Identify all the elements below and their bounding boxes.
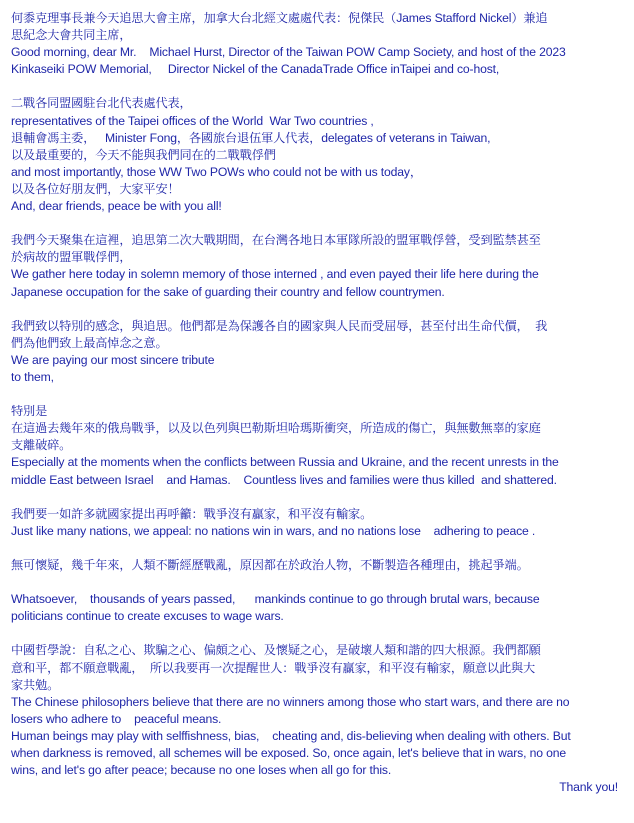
text-line: when darkness is removed, all schemes will be exposed. So, once again, let's believe that in wars, no one <box>11 746 566 761</box>
text-line: We gather here today in solemn memory of those interned , and even payed their life here during the <box>11 267 539 282</box>
text-line: politicians continue to create excuses to wage wars. <box>11 609 284 624</box>
text-line: 以及各位好朋友們，大家平安！ <box>11 181 180 196</box>
paragraph-gap <box>11 386 623 403</box>
text-line: 思紀念大會共同主席， <box>11 28 132 43</box>
text-line: 支離破碎。 <box>11 438 72 453</box>
text-line: 中國哲學說：自私之心、欺騙之心、偏頗之心、及懷疑之心，是破壞人類和諧的四大根源。我們都願 <box>11 643 541 658</box>
paragraph-gap <box>11 215 623 232</box>
text-line: And, dear friends, peace be with you all! <box>11 199 222 214</box>
text-line: 我們致以特別的感念，與追思。他們都是為保護各自的國家與人民而受屈辱，甚至付出生命代價， 我 <box>11 318 548 333</box>
paragraph-tribute <box>11 318 623 386</box>
text-line: Just like many nations, we appeal: no nations win in wars, and no nations lose adhering to peace . <box>11 523 536 538</box>
paragraph-philosophy <box>11 642 623 779</box>
paragraph-history-zh <box>11 557 623 574</box>
text-line: Whatsoever, thousands of years passed, mankinds continue to go through brutal wars, because <box>11 592 540 607</box>
paragraph-gap <box>11 489 623 506</box>
text-line: Especially at the moments when the conflicts between Russia and Ukraine, and the recent unrests in the <box>11 455 559 470</box>
paragraph-gap <box>11 574 623 591</box>
text-line: 以及最重要的，今天不能與我們同在的二戰戰俘們 <box>11 147 276 162</box>
paragraph-gap <box>11 78 623 95</box>
text-line: 於病故的盟軍戰俘們， <box>11 250 132 265</box>
text-line: wins, and let's go after peace; because no one loses when all go for this. <box>11 763 392 778</box>
text-line: 我們要一如許多就國家提出再呼籲：戰爭沒有贏家，和平沒有輸家。 <box>11 506 373 521</box>
text-line: 家共勉。 <box>11 677 60 692</box>
text-line: We are paying our most sincere tribute <box>11 352 215 367</box>
text-line: to them, <box>11 369 54 384</box>
closing-thank-you: Thank you! <box>559 780 618 795</box>
paragraph-gathering <box>11 232 623 300</box>
text-line: 我們今天聚集在這裡，追思第二次大戰期間，在台灣各地日本軍隊所設的盟軍戰俘營，受到監禁甚至 <box>11 233 541 248</box>
text-line: 二戰各同盟國駐台北代表處代表， <box>11 96 192 111</box>
text-line: Kinkaseiki POW Memorial, Director Nickel of the CanadaTrade Office inTaipei and co-host, <box>11 62 500 77</box>
paragraph-gap <box>11 625 623 642</box>
paragraph-conflicts <box>11 403 623 488</box>
text-line: 特別是 <box>11 404 48 419</box>
text-line: Good morning, dear Mr. Michael Hurst, Director of the Taiwan POW Camp Society, and host of the 2023 <box>11 45 566 60</box>
text-line: middle East between Israel and Hamas. Countless lives and families were thus killed and shattered. <box>11 472 557 487</box>
text-line: The Chinese philosophers believe that there are no winners among those who start wars, and there are no <box>11 694 570 709</box>
paragraph-greeting <box>11 10 623 78</box>
text-line: 退輔會馮主委， Minister Fong，各國旅台退伍軍人代表，delegates of veterans in Taiwan, <box>11 130 491 145</box>
paragraph-gap <box>11 540 623 557</box>
memorial-speech-document <box>11 10 623 796</box>
text-line: 意和平，都不願意戰亂， 所以我要再一次提醒世人：戰爭沒有贏家，和平沒有輸家，願意以此與大 <box>11 660 536 675</box>
text-line: Japanese occupation for the sake of guarding their country and fellow countrymen. <box>11 284 445 299</box>
text-line: Human beings may play with selffishness, bias, cheating and, dis-believing when dealing with others. But <box>11 728 571 743</box>
paragraph-representatives <box>11 95 623 215</box>
text-line: 何黍克理事長兼今天追思大會主席，加拿大台北經文處處代表：倪傑民（James Stafford Nickel）兼追 <box>11 11 548 25</box>
paragraph-gap <box>11 301 623 318</box>
text-line: representatives of the Taipei offices of the World War Two countries , <box>11 113 374 128</box>
text-line: losers who adhere to peaceful means. <box>11 711 222 726</box>
text-line: 在這過去幾年來的俄烏戰爭，以及以色列與巴勒斯坦哈瑪斯衝突，所造成的傷亡，與無數無辜的家庭 <box>11 421 541 436</box>
text-line: 們為他們致上最高悼念之意。 <box>11 335 168 350</box>
text-line: and most importantly, those WW Two POWs who could not be with us today， <box>11 164 422 179</box>
text-line: 無可懷疑，幾千年來，人類不斷經歷戰亂，原因都在於政治人物，不斷製造各種理由，挑起爭端。 <box>11 558 529 572</box>
paragraph-history-en <box>11 591 623 625</box>
paragraph-appeal <box>11 506 623 540</box>
